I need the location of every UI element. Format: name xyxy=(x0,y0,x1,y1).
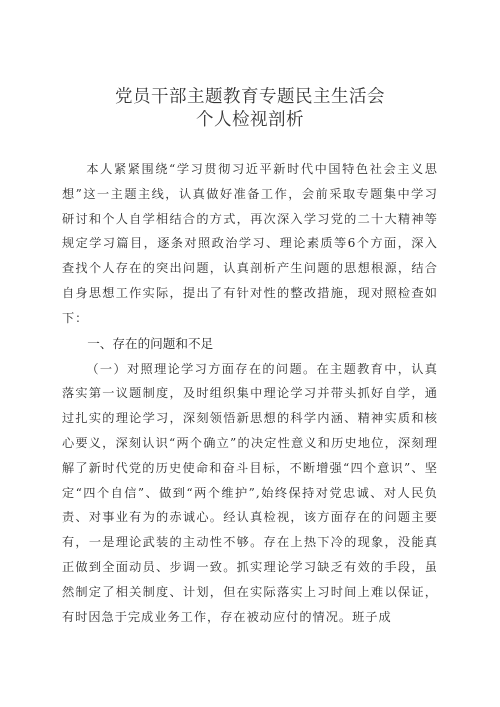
section-heading-problems: 一、存在的问题和不足 xyxy=(87,335,214,351)
intro-paragraph: 本人紧紧围绕“学习贯彻习近平新时代中国特色社会主义思想”这一主题主线，认真做好准备工作，会前采取专题集中学习研讨和个人自学相结合的方式，再次深入学习党的二十大精神等规定学习篇目，逐条对照政治学习、理论素质等6个方面，深入查找个人存在的突出问题，认真剖析产生问题的思想根源，结合自身思想工作实际，提出了有针对性的整改措施，现对照检查如下： xyxy=(62,162,438,325)
theory-study-paragraph: （一）对照理论学习方面存在的问题。在主题教育中，认真落实第一议题制度，及时组织集中理论学习并带头抓好自学，通过扎实的理论学习，深刻领悟新思想的科学内涵、精神实质和核心要义，深刻认识“两个确立”的决定性意义和历史地位，深刻理解了新时代党的历史使命和奋斗目标，不断增强“四个意识”、坚定“四个自信”、做到“两个维护”,始终保持对党忠诚、对人民负责、对事业有为的赤诚心。经认真检视，该方面存在的问题主要有，一是理论武装的主动性不够。存在上热下冷的现象，没能真正做到全面动员、步调一致。抓实理论学习缺乏有效的手段，虽然制定了相关制度、计划，但在实际落实上习时间上难以保证，有时因急于完成业务工作，存在被动应付的情况。班子成 xyxy=(62,361,438,624)
document-subtitle: 个人检视剖析 xyxy=(196,110,304,130)
document-title: 党员干部主题教育专题民主生活会 xyxy=(115,87,385,107)
